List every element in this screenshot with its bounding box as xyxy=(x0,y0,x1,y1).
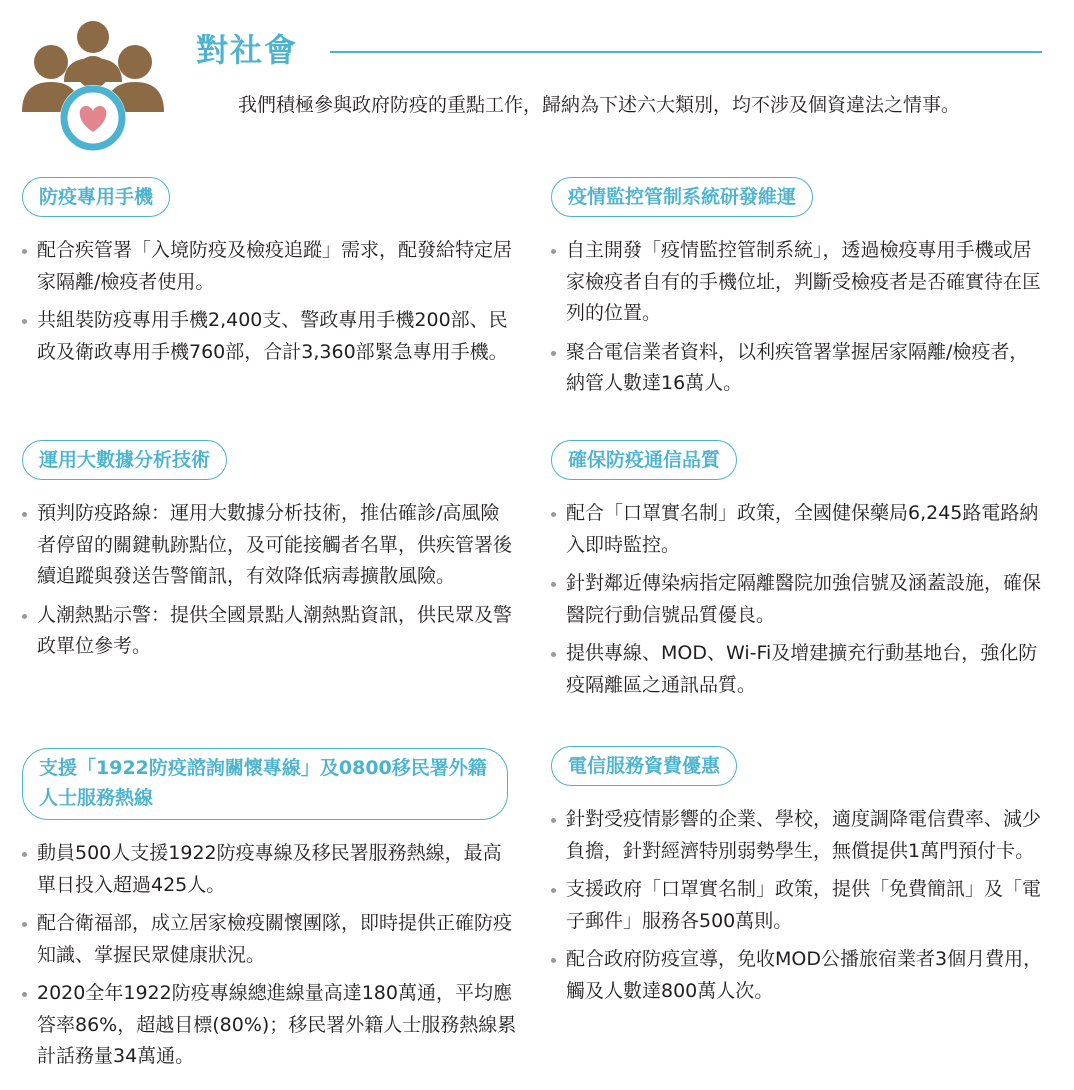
list-item: 提供專線、MOD、Wi-Fi及增建擴充行動基地台，強化防疫隔離區之通訊品質。 xyxy=(551,638,1047,701)
list-item: 針對鄰近傳染病指定隔離醫院加強信號及涵蓋設施，確保醫院行動信號品質優良。 xyxy=(551,568,1047,631)
section-heading: 運用大數據分析技術 xyxy=(22,440,227,480)
list-item: 共組裝防疫專用手機2,400支、警政專用手機200部、民政及衛政專用手機760部，合計3,360部緊急專用手機。 xyxy=(22,305,518,368)
section-heading: 電信服務資費優惠 xyxy=(551,746,737,786)
bullet-list xyxy=(551,235,1047,400)
list-item: 配合疾管署「入境防疫及檢疫追蹤」需求，配發給特定居家隔離/檢疫者使用。 xyxy=(22,235,518,298)
section-communication-quality xyxy=(551,440,1047,708)
section-heading: 疫情監控管制系統研發維運 xyxy=(551,177,813,217)
list-item: 聚合電信業者資料，以利疾管署掌握居家隔離/檢疫者，納管人數達16萬人。 xyxy=(551,337,1047,400)
section-monitoring-system xyxy=(551,177,1047,407)
list-item: 配合衛福部，成立居家檢疫關懷團隊，即時提供正確防疫知識、掌握民眾健康狀況。 xyxy=(22,908,518,971)
intro-text: 我們積極參與政府防疫的重點工作，歸納為下述六大類別，均不涉及個資違法之情事。 xyxy=(238,94,961,116)
section-mobile-phones xyxy=(22,177,518,375)
bullet-list xyxy=(22,235,518,368)
list-item: 自主開發「疫情監控管制系統」，透過檢疫專用手機或居家檢疫者自有的手機位址，判斷受檢疫者是否確實待在匡列的位置。 xyxy=(551,235,1047,330)
list-item: 人潮熱點示警：提供全國景點人潮熱點資訊，供民眾及警政單位參考。 xyxy=(22,600,518,663)
bullet-list xyxy=(22,498,518,663)
section-hotline-support xyxy=(22,748,518,1080)
bullet-list xyxy=(551,804,1047,1007)
bullet-list xyxy=(22,838,518,1073)
list-item: 支援政府「口罩實名制」政策，提供「免費簡訊」及「電子郵件」服務各500萬則。 xyxy=(551,874,1047,937)
section-tariff-discount xyxy=(551,746,1047,1014)
list-item: 配合「口罩實名制」政策，全國健保藥局6,245路電路納入即時監控。 xyxy=(551,498,1047,561)
community-heart-icon xyxy=(20,20,166,152)
list-item: 針對受疫情影響的企業、學校，適度調降電信費率、減少負擔，針對經濟特別弱勢學生，無償提供1萬門預付卡。 xyxy=(551,804,1047,867)
section-heading: 確保防疫通信品質 xyxy=(551,440,737,480)
list-item: 動員500人支援1922防疫專線及移民署服務熱線，最高單日投入超過425人。 xyxy=(22,838,518,901)
list-item: 預判防疫路線：運用大數據分析技術，推估確診/高風險者停留的關鍵軌跡點位，及可能接觸者名單，供疾管署後續追蹤與發送告警簡訊，有效降低病毒擴散風險。 xyxy=(22,498,518,593)
bullet-list xyxy=(551,498,1047,701)
page-title: 對社會 xyxy=(196,31,299,69)
section-heading: 支援「1922防疫諮詢關懷專線」及0800移民署外籍人士服務熱線 xyxy=(22,748,508,820)
list-item: 配合政府防疫宣導，免收MOD公播旅宿業者3個月費用，觸及人數達800萬人次。 xyxy=(551,944,1047,1007)
section-big-data xyxy=(22,440,518,670)
list-item: 2020全年1922防疫專線總進線量高達180萬通，平均應答率86%，超越目標(80%)；移民署外籍人士服務熱線累計話務量34萬通。 xyxy=(22,978,518,1073)
title-divider xyxy=(330,51,1042,53)
section-heading: 防疫專用手機 xyxy=(22,177,170,217)
